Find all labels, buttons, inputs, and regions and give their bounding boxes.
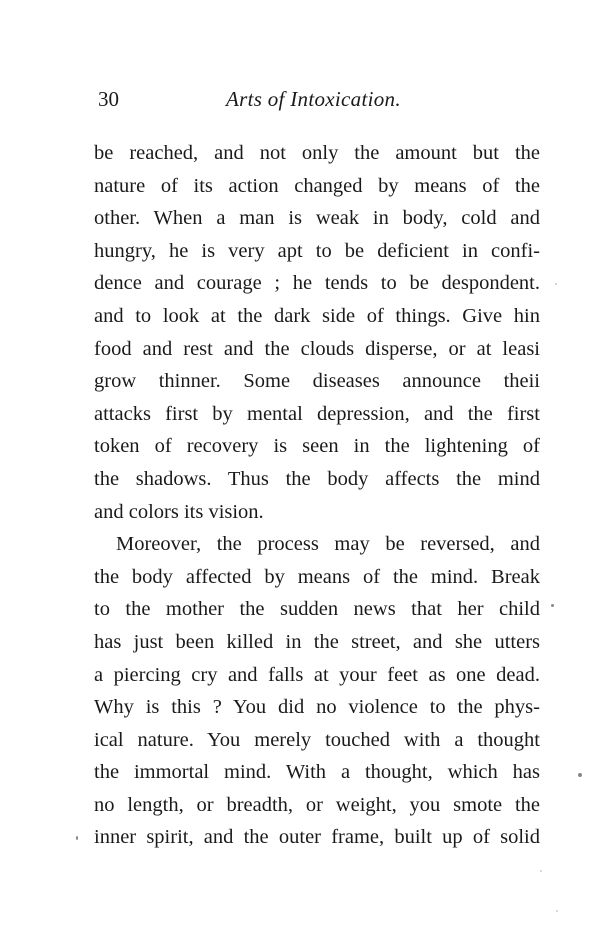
- text-line: has just been killed in the street, and she utters: [94, 630, 540, 653]
- text-line: other. When a man is weak in body, cold and: [94, 207, 540, 230]
- text-line: the immortal mind. With a thought, which has: [94, 761, 540, 784]
- scan-speck: [555, 283, 557, 285]
- text-line: hungry, he is very apt to be deficient in confi-: [94, 239, 540, 262]
- scan-speck: [578, 773, 582, 777]
- page-number: 30: [98, 87, 119, 111]
- running-head: [98, 84, 538, 114]
- scan-speck: [556, 910, 558, 912]
- scan-speck: [76, 836, 78, 840]
- text-line: to the mother the sudden news that her child: [94, 598, 540, 621]
- scan-speck: [551, 604, 554, 607]
- text-line: inner spirit, and the outer frame, built up of solid: [94, 826, 540, 849]
- text-line: and to look at the dark side of things. Give hin: [94, 304, 540, 327]
- text-line: ical nature. You merely touched with a thought: [94, 728, 540, 751]
- text-line: the body affected by means of the mind. Break: [94, 565, 540, 588]
- text-line: nature of its action changed by means of the: [94, 174, 540, 197]
- running-title: Arts of Intoxication.: [226, 87, 401, 111]
- text-line: token of recovery is seen in the lightening of: [94, 435, 540, 458]
- scan-speck: [540, 870, 542, 872]
- text-line: a piercing cry and falls at your feet as one dead.: [94, 663, 540, 686]
- text-line: be reached, and not only the amount but the: [94, 142, 540, 164]
- text-line: and colors its vision.: [94, 500, 264, 523]
- text-line: attacks first by mental depression, and the first: [94, 402, 540, 425]
- text-line: no length, or breadth, or weight, you smote the: [94, 793, 540, 816]
- body-text: [94, 137, 540, 854]
- text-line: grow thinner. Some diseases announce theii: [94, 370, 540, 393]
- text-line: Why is this ? You did no violence to the phys-: [94, 696, 540, 719]
- text-line: Moreover, the process may be reversed, and: [116, 533, 540, 556]
- text-line: food and rest and the clouds disperse, or at leasi: [94, 337, 540, 360]
- text-line: the shadows. Thus the body affects the mind: [94, 467, 540, 490]
- text-line: dence and courage ; he tends to be despondent.: [94, 272, 540, 295]
